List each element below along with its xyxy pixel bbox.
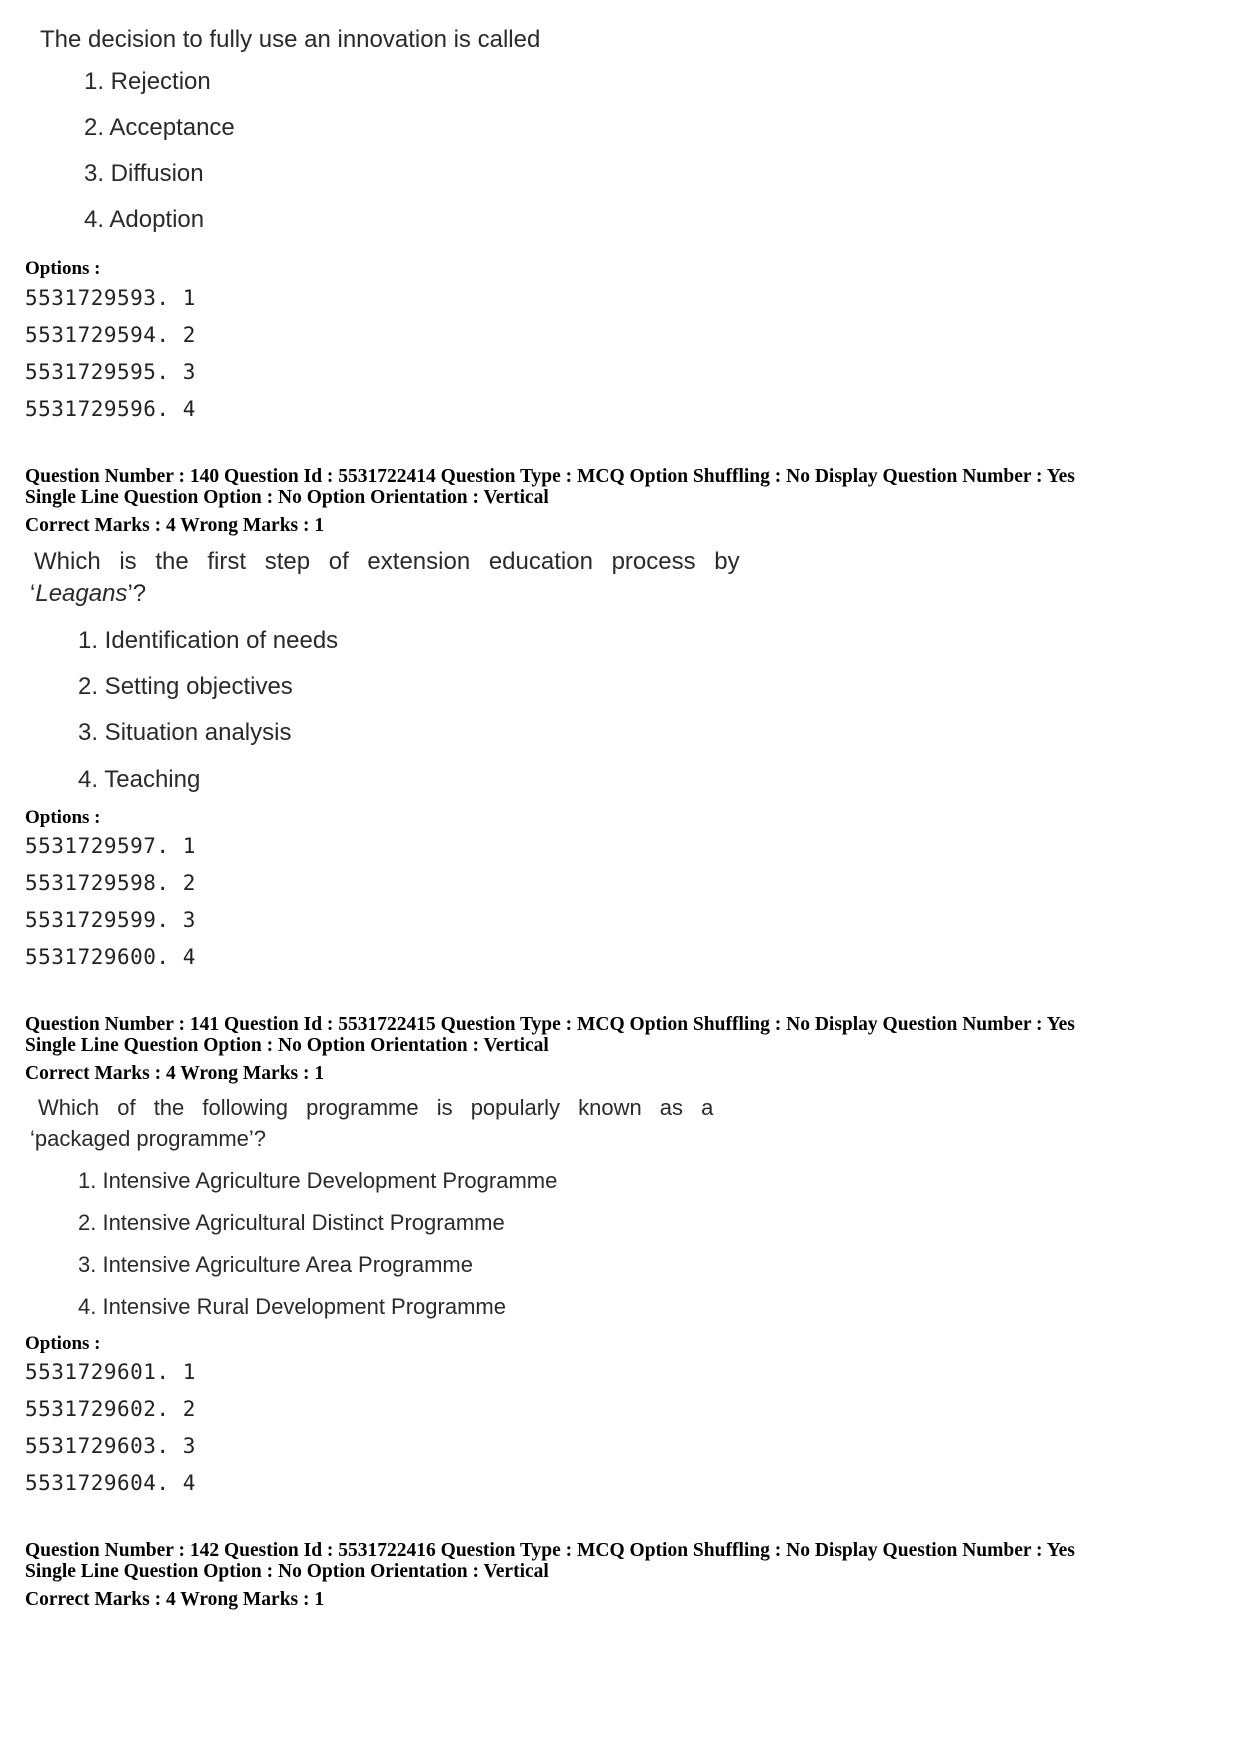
question-meta-line2: Single Line Question Option : No Option Orientation : Vertical	[25, 487, 549, 508]
question-marks: Correct Marks : 4 Wrong Marks : 1	[25, 515, 325, 536]
choice-2: 2. Setting objectives	[78, 673, 293, 700]
option-id: 5531729595. 3	[25, 360, 196, 384]
options-label: Options :	[25, 807, 101, 828]
choice-2: 2. Acceptance	[84, 114, 235, 141]
choice-4: 4. Adoption	[84, 206, 205, 233]
question-meta-line1: Question Number : 141 Question Id : 5531722415 Question Type : MCQ Option Shuffling : No Display Question Number : Yes	[25, 1014, 1075, 1035]
question-text-line1: Which is the first step of extension education process by	[34, 548, 740, 575]
choice-3: 3. Situation analysis	[78, 719, 292, 746]
option-id: 5531729594. 2	[25, 323, 196, 347]
question-text-line2: ‘Leagans’?	[30, 580, 147, 607]
question-text-line1: Which of the following programme is popularly known as a	[38, 1095, 714, 1120]
option-id: 5531729601. 1	[25, 1360, 196, 1384]
option-id: 5531729598. 2	[25, 871, 196, 895]
option-id: 5531729600. 4	[25, 945, 196, 969]
choice-1: 1. Rejection	[84, 68, 211, 95]
question-meta-line2: Single Line Question Option : No Option Orientation : Vertical	[25, 1035, 549, 1056]
choice-3: 3. Intensive Agriculture Area Programme	[78, 1252, 473, 1277]
option-id: 5531729593. 1	[25, 286, 196, 310]
options-label: Options :	[25, 258, 101, 279]
author-name: Leagans	[35, 580, 128, 607]
option-id: 5531729599. 3	[25, 908, 196, 932]
question-marks: Correct Marks : 4 Wrong Marks : 1	[25, 1063, 325, 1084]
question-text-line2: ‘packaged programme’?	[30, 1126, 267, 1151]
option-id: 5531729602. 2	[25, 1397, 196, 1421]
option-id: 5531729597. 1	[25, 834, 196, 858]
question-meta-line1: Question Number : 140 Question Id : 5531722414 Question Type : MCQ Option Shuffling : No Display Question Number : Yes	[25, 466, 1075, 487]
choice-4: 4. Intensive Rural Development Programme	[78, 1294, 506, 1319]
option-id: 5531729596. 4	[25, 397, 196, 421]
choice-1: 1. Identification of needs	[78, 627, 339, 654]
question-meta-line2: Single Line Question Option : No Option Orientation : Vertical	[25, 1561, 549, 1582]
question-meta-line1: Question Number : 142 Question Id : 5531722416 Question Type : MCQ Option Shuffling : No Display Question Number : Yes	[25, 1540, 1075, 1561]
option-id: 5531729603. 3	[25, 1434, 196, 1458]
choice-2: 2. Intensive Agricultural Distinct Programme	[78, 1210, 505, 1235]
option-id: 5531729604. 4	[25, 1471, 196, 1495]
choice-1: 1. Intensive Agriculture Development Programme	[78, 1168, 558, 1193]
choice-4: 4. Teaching	[78, 766, 201, 793]
options-label: Options :	[25, 1333, 101, 1354]
question-marks: Correct Marks : 4 Wrong Marks : 1	[25, 1589, 325, 1610]
question-text: The decision to fully use an innovation is called	[40, 26, 541, 53]
choice-3: 3. Diffusion	[84, 160, 204, 187]
